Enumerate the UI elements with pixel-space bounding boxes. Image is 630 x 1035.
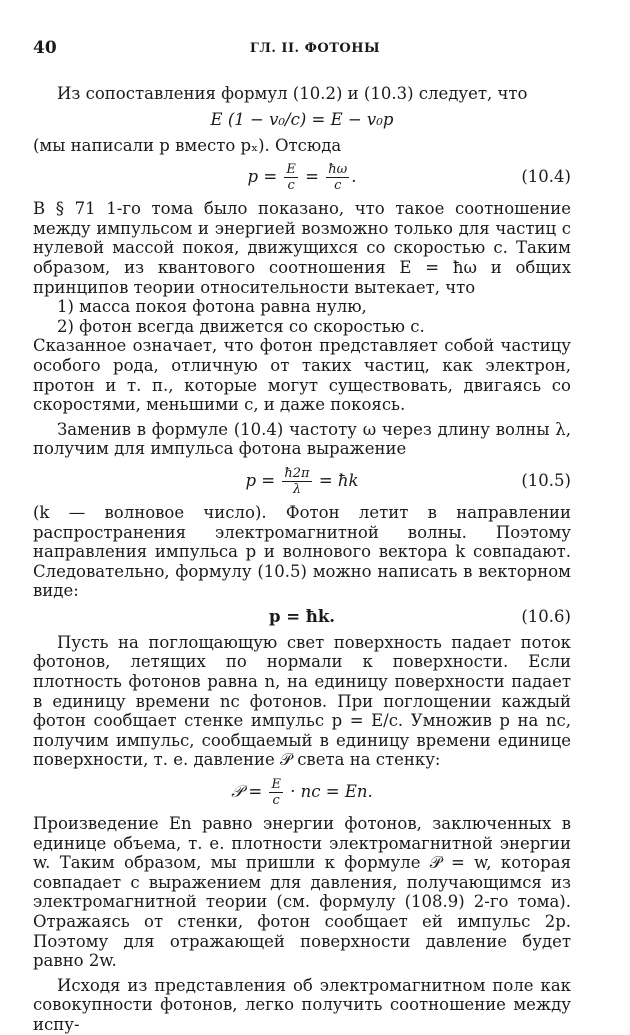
numerator: ħω [328, 162, 348, 178]
formula-10-5 [33, 462, 571, 500]
formula-10-4 [33, 158, 571, 196]
body-text [33, 84, 571, 1035]
period: . [351, 167, 357, 187]
numerator: E [286, 162, 296, 178]
formula-10-4-left: p = [247, 167, 278, 187]
numerator: E [271, 777, 281, 793]
formula-10-6-text: p = ħk. [268, 606, 336, 626]
formula-energy-relation [33, 107, 571, 133]
denominator: c [334, 178, 342, 194]
paragraph-4: (k — волновое число). Фотон летит в направлении распространения электромагнитной волны. Поэтому направления импульса p и волнового вектора k совпадают. Следовательно, формулу (10.5) можно написать в векторном виде: [33, 502, 571, 601]
running-head: ГЛ. II. ФОТОНЫ [249, 41, 381, 56]
denominator: c [287, 178, 295, 194]
paragraph-3: Заменив в формуле (10.4) частоту ω через длину волны λ, получим для импульса фотона выражение [33, 419, 571, 459]
paragraph-7: Исходя из представления об электромагнитном поле как совокупности фотонов, легко получить соотношение между испу- [33, 975, 571, 1034]
page-header [0, 38, 630, 60]
formula-pressure-left: 𝒫 = [231, 782, 263, 802]
intro-line: Из сопоставления формул (10.2) и (10.3) следует, что [57, 84, 528, 103]
fraction-hw-over-c [326, 162, 349, 193]
paragraph-6: Произведение En равно энергии фотонов, заключенных в единице объема, т. е. плотности электромагнитной энергии w. Таким образом, мы пришли к формуле 𝒫 = w, которая совпадает с выражением для давления, получающимся из электромагнитной теории (см. формулу (108.9) 2-го тома). Отражаясь от стенки, фотон сообщает ей импульс 2p. Поэтому для отражающей поверхности давление будет равно 2w. [33, 814, 571, 971]
formula-pressure-right: · nc = En. [290, 782, 373, 802]
formula-10-6 [33, 604, 571, 630]
equation-number: (10.5) [521, 470, 571, 490]
numerator: ħ2π [284, 465, 310, 481]
equation-number: (10.6) [521, 606, 571, 626]
denominator: c [272, 793, 280, 809]
formula-energy-relation-text: E (1 − v₀/c) = E − v₀p [210, 109, 394, 129]
equation-number: (10.4) [521, 167, 571, 187]
fraction-h2pi-over-lambda [282, 466, 311, 497]
page-number: 40 [33, 38, 57, 58]
formula-10-5-left: p = [245, 470, 276, 490]
fraction-e-over-c [269, 777, 283, 808]
paragraph-2: Сказанное означает, что фотон представляет собой частицу особого рода, отличную от таких частиц, как электрон, протон и т. п., которые могут существовать, двигаясь со скоростями, меньшими c, и даже покоясь. [33, 336, 571, 415]
list-item: 1) масса покоя фотона равна нулю, [57, 297, 367, 317]
paragraph-1: В § 71 1-го тома было показано, что такое соотношение между импульсом и энергией возможно только для частиц с нулевой массой покоя, движущихся со скоростью c. Таким образом, из квантового соотношения E = ħω и общих принципов теории относительности вытекает, что [33, 199, 571, 297]
list-item: 2) фотон всегда движется со скоростью c. [57, 316, 425, 336]
equals-sign: = [305, 167, 319, 187]
paragraph-5: Пусть на поглощающую свет поверхность падает поток фотонов, летящих по нормали к поверхности. Если плотность фотонов равна n, на единицу поверхности падает в единицу времени nc фотонов. При поглощении каждый фотон сообщает стенке импульс p = E/c. Умножив p на nc, получим импульс, сообщаемый в единицу времени единице поверхности, т. е. давление 𝒫 света на стенку: [33, 632, 571, 770]
fraction-e-over-c [284, 162, 298, 193]
formula-pressure [33, 773, 571, 811]
denominator: λ [292, 481, 302, 497]
formula-10-5-right: = ħk [318, 470, 359, 490]
note-line: (мы написали p вместо pₓ). Отсюда [33, 135, 342, 155]
